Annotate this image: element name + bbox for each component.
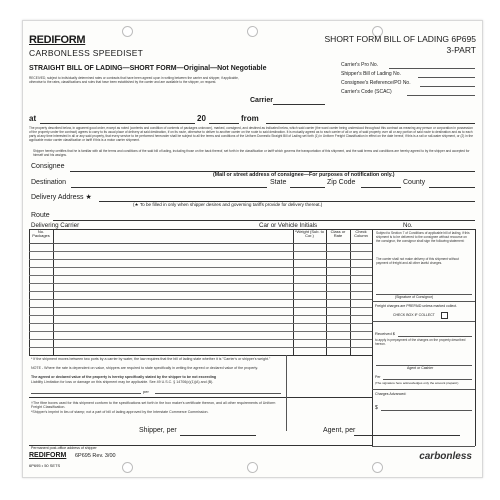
state-label: State [270,179,287,186]
from-line [266,123,475,124]
shipper-per-label: Shipper, per [139,427,177,434]
table-row [29,259,372,260]
note-water-carrier: * If the shipment moves between two ports by a carrier by water, the law requires that the bill of lading state whether it is "Carrier's or shipper's weight." [31,357,271,361]
consignee-ref-line [420,86,475,87]
route-label: Route [31,212,50,219]
punch-hole-bottom-right [372,462,383,473]
table-row [29,315,372,316]
form-title: SHORT FORM BILL OF LADING 6P695 [324,34,476,44]
vehicle-no-label: No. [403,222,413,229]
check-collect-label: CHECK BOX IF COLLECT [393,313,435,317]
year-line [209,123,239,124]
shipper-bol-line [418,77,475,78]
shipper-signature-line [180,435,256,436]
note-shipper-imprint: *Shipper's imprint in lieu of stamp; not a part of bill of lading approved by the Interstate Commerce Commission. [31,410,209,414]
consignee-note: (Mail or street address of consignee—For purposes of notification only.) [213,172,395,178]
carrier-label: Carrier [250,97,273,104]
punch-hole-bottom-mid [247,462,258,473]
consignee-label: Consignee [31,163,65,170]
received-amount-line [398,336,472,337]
note-declared-value: NOTE - Where the rate is dependent on value, shippers are required to state specifically in writing the agreed or declared value of the property. [31,366,259,370]
zip-line [361,187,401,188]
consignor-signature-label: (Signature of Consignor) [395,295,434,299]
from-label: from [241,114,259,123]
carrier-line [273,104,325,105]
table-row [29,275,372,276]
panel-divider-2 [372,321,475,322]
carrier-pro-line [389,68,475,69]
main-title: STRAIGHT BILL OF LADING—SHORT FORM—Original—Not Negotiable [29,65,267,72]
footer-sets: 6P695 • 50 SETS [29,463,61,468]
table-row [29,283,372,284]
agent-per-line [383,379,472,380]
header-class: Class or Rate [330,229,346,239]
declared-per-line [155,393,281,394]
agent-per-signature-label: Agent, per [323,427,356,434]
table-row [29,331,372,332]
table-top-line [29,229,475,230]
permanent-address-label: Permanent post-office address of shipper [31,446,97,450]
section7-text: Subject to Section 7 of Conditions of applicable bill of lading, if this shipment is to be delivered to the consignee without recourse on the consignor, the consignor shall sign the following statement: [376,231,470,243]
destination-line [71,187,267,188]
received-amount-label: Received $ [375,331,396,336]
table-right-border [475,229,476,446]
table-row [29,339,372,340]
declared-per-label: per [143,389,149,394]
certify-text: Shipper hereby certifies that he is familiar with all the terms and conditions of the said bill of lading, including those on the back thereof, set forth in the classification or tariff which governs the transportation of this shipment, and the said terms and conditions are hereby agreed to by the shipper and accepted for himself and his assigns. [33,149,470,157]
destination-label: Destination [31,179,67,186]
received-note: to apply in prepayment of the charges on the property described hereon. [375,338,466,346]
header-check: Check Column [354,229,368,239]
note-liability: Liability Limitation for loss or damage on this shipment may be applicable. See 49 U.S.C. § 14706(c)(1)(A) and (B). [31,380,214,384]
table-row [29,323,372,324]
delivery-label: Delivery Address ★ [31,194,92,201]
header-weight: *Weight (Sub. to Cor.) [294,229,325,239]
state-line [290,187,325,188]
footer-form-code: 6P695 Rev. 3/00 [75,453,116,459]
punch-hole-bottom-left [122,462,133,473]
table-right-panel-divider [372,229,373,446]
zip-label: Zip Code [327,179,356,186]
header-no-packages: No. Packages [32,229,50,239]
panel-bottom [372,446,475,447]
notes-divider [29,397,372,398]
table-row [29,299,372,300]
agent-signature-line [354,435,460,436]
section7b-text: The carrier shall not make delivery of this shipment without payment of freight and all other lawful charges. [376,257,459,265]
carbonless-label: carbonless [419,451,472,462]
agent-note: (The signature here acknowledges only the amount prepaid.) [375,381,459,385]
charges-dollar: $ [375,405,378,411]
note-agreed-value: The agreed or declared value of the property is hereby specifically stated by the shipper to be not exceeding [31,375,217,379]
table-row [29,307,372,308]
shipper-bol-label: Shipper's Bill of Lading No. [341,71,401,77]
county-line [429,187,475,188]
at-line [40,123,195,124]
table-row [29,251,372,252]
collect-checkbox[interactable] [441,312,448,319]
vehicle-initials-label: Car or Vehicle Initials [259,222,318,229]
year-prefix: 20 [197,114,206,123]
punch-hole-top-mid [247,26,258,37]
scac-label: Carrier's Code (SCAC) [341,89,392,95]
table-row [29,291,372,292]
charges-advanced-label: Charges Advanced: [375,392,407,396]
at-label: at [29,114,37,123]
consignee-ref-label: Consignee's Reference/PO No. [341,80,411,86]
form-part: 3-PART [446,45,476,55]
brand-logo: REDIFORM [29,34,86,46]
freight-charges-text: Freight charges are PREPAID unless marked collect. [375,304,458,308]
table-rows [29,243,372,355]
route-line [53,220,475,221]
property-text: The property described below, in apparent good order, except as noted (contents and condition of contents of packages unknown), marked, consigned, and destined as indicated below, which said carrier (the word carrier being understood throughout this contract as meaning any person or corporation in possession of the property under the contract) agrees to carry to its usual place of delivery at said destination, if on its route, otherwise to deliver to another carrier on the route to said destination. It is mutually agreed as to each carrier of all or any of said property over all or any portion of said route to destination and as to each party at any time interested in all or any said property, that every service to be performed hereunder shall be subject to all the terms and conditions of the Uniform Domestic Straight Bill of Lading set forth (1) in Uniform Freight Classification in effect on the date hereof, if this is a rail or rail-water shipment, or (2) in the applicable motor carrier classification or tariff if this is a motor carrier shipment. [29,126,474,142]
bill-of-lading-form [22,20,483,478]
panel-divider-3 [372,389,475,390]
delivering-carrier-label: Delivering Carrier [31,222,80,229]
table-row [29,347,372,348]
brand-subtitle: CARBONLESS SPEEDISET [29,48,144,58]
punch-hole-top-left [122,26,133,37]
county-label: County [403,179,426,186]
received-text: RECEIVED, subject to individually determined rates or contracts that have been agreed upon in writing between the carrier and shipper, if applicable, otherwise to the rates, classifications and rules that have been established by the carrier and are available to the shipper, on request. [29,76,239,84]
delivery-note: (★ To be filled in only when shipper desires and governing tariffs provide for delivery thereat.) [133,202,323,207]
scac-line [407,95,475,96]
agent-label: Agent or Cashier [407,366,434,370]
table-row [29,267,372,268]
agent-per-label: Per [375,375,381,379]
footer-brand-logo: REDIFORM [29,452,67,459]
carrier-pro-label: Carrier's Pro No. [341,62,379,68]
note-fibre-boxes: †The fibre boxes used for this shipment conform to the specifications set forth in the box maker's certificate thereon, and all other requirements of Uniform Freight Classification. [31,401,276,410]
panel-divider-1 [372,301,475,302]
declared-value-line [31,393,141,394]
charges-line [381,410,472,411]
notes-right-divider [286,355,287,431]
table-row [29,355,372,356]
